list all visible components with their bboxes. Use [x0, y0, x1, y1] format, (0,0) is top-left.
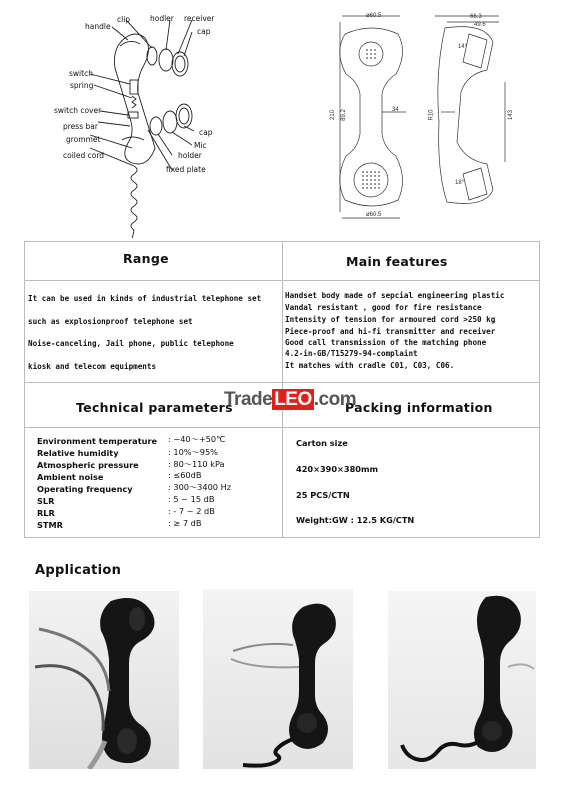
dim-inner-height: 89.2 [340, 109, 347, 121]
dim-top-diameter: ø60.5 [366, 13, 382, 19]
application-photo-1 [29, 591, 179, 769]
label-handle: handle [85, 22, 111, 31]
dim-neck-width: 34 [392, 107, 399, 113]
tradeleo-watermark [224, 389, 356, 411]
label-mic: Mic [194, 141, 207, 150]
packing-heading: Packing information [345, 400, 493, 415]
label-switch: switch [69, 69, 93, 78]
param-value: : −40～+50℃ [168, 434, 226, 444]
param-value: : 300～3400 Hz [168, 482, 232, 492]
feature-line-1: Handset body made of sepcial engineering plastic [285, 291, 505, 300]
param-name: RLR [37, 508, 55, 518]
param-name: STMR [37, 520, 63, 530]
param-value: : ≤60dB [168, 470, 202, 480]
label-hodler: hodler [150, 14, 174, 23]
watermark-trade: Trade [224, 389, 273, 410]
range-line-4: kiosk and telecom equipments [28, 362, 157, 371]
feature-line-3: Intensity of tension for armoured cord >250 kg [285, 315, 496, 324]
technical-heading: Technical parameters [76, 400, 233, 415]
param-value: : ≥ 7 dB [168, 518, 202, 528]
param-value: : 80～110 kPa [168, 459, 225, 469]
param-value: : 5 ~ 15 dB [168, 494, 215, 504]
feature-line-2: Vandal resistant , good for fire resistance [285, 303, 482, 312]
param-name: SLR [37, 496, 55, 506]
watermark-leo: LEO [274, 389, 312, 410]
packing-line-1: Carton size [296, 438, 348, 448]
param-name: Environment temperature [37, 436, 158, 446]
dim-side-height: 143 [508, 109, 515, 121]
param-value: : - 7 ~ 2 dB [168, 506, 215, 516]
label-spring: spring [70, 81, 94, 90]
dim-side-top: 66.3 [470, 14, 482, 20]
feature-line-6: 4.2-in-GB/T15279-94-complaint [285, 349, 418, 358]
packing-line-2: 420×390×380mm [296, 464, 379, 474]
param-name: Ambient noise [37, 472, 104, 482]
label-grommet: grommet [66, 135, 101, 144]
label-cap-top: cap [197, 27, 211, 36]
side-view-drawing [425, 12, 535, 227]
label-coiled-cord: coiled cord [63, 151, 105, 160]
range-line-2: such as explosionproof telephone set [28, 317, 193, 326]
dim-side-r: R10 [428, 109, 435, 121]
dim-bottom-diameter: ø60.5 [366, 212, 382, 218]
packing-line-4: Weight:GW : 12.5 KG/CTN [296, 515, 415, 525]
application-heading: Application [35, 563, 122, 578]
label-holder: holder [178, 151, 202, 160]
param-name: Operating frequency [37, 484, 133, 494]
application-photo-2 [203, 589, 353, 769]
feature-line-4: Piece-proof and hi-fi transmitter and receiver [285, 327, 496, 336]
label-switch-cover: switch cover [54, 106, 102, 115]
feature-line-7: It matches with cradle C01, C03, C06. [285, 361, 455, 370]
label-cap-bottom: cap [199, 128, 213, 137]
feature-line-5: Good call transmission of the matching phone [285, 338, 487, 347]
param-name: Atmospheric pressure [37, 460, 139, 470]
dim-height: 210 [330, 109, 337, 121]
param-name: Relative humidity [37, 448, 119, 458]
label-press-bar: press bar [63, 122, 98, 131]
range-heading: Range [123, 251, 169, 266]
label-receiver: receiver [184, 14, 215, 23]
range-line-3: Noise-canceling, Jail phone, public telephone [28, 339, 234, 348]
packing-line-3: 25 PCS/CTN [296, 490, 350, 500]
application-photo-3 [388, 591, 536, 769]
dim-angle-top: 14° [458, 44, 468, 50]
label-fixed-plate: fixed plate [166, 165, 206, 174]
label-clip: clip [117, 15, 131, 24]
param-value: : 10%～95% [168, 447, 218, 457]
dim-side-top2: 49.6 [474, 22, 486, 28]
front-view-drawing [310, 12, 420, 227]
range-line-1: It can be used in kinds of industrial telephone set [28, 294, 262, 303]
features-heading: Main features [346, 254, 448, 269]
watermark-com: .com [313, 389, 357, 410]
dim-angle-bottom: 18° [455, 180, 465, 186]
